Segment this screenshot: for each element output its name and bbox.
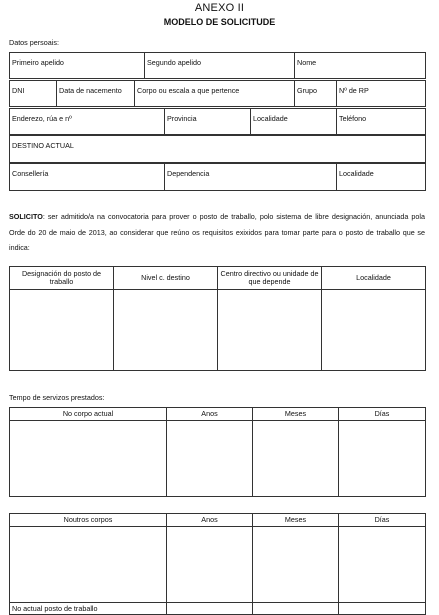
- post-col-locality: Localidade: [322, 267, 426, 290]
- field-current-locality[interactable]: Localidade: [337, 164, 426, 191]
- field-province[interactable]: Provincia: [165, 109, 251, 135]
- service2-col-corps: Noutros corpos: [10, 514, 167, 527]
- current-post-heading: DESTINO ACTUAL: [10, 136, 426, 163]
- service2-col-days: Días: [339, 514, 426, 527]
- post-col-center: Centro directivo ou unidade de que depende: [218, 267, 322, 290]
- field-second-surname[interactable]: Segundo apelido: [145, 53, 295, 79]
- service1-cell-months[interactable]: [253, 421, 339, 497]
- request-lead: SOLICITO: [9, 212, 43, 221]
- field-corps[interactable]: Corpo ou escala a que pertence: [135, 81, 295, 107]
- service2-cell-corps[interactable]: [10, 527, 167, 603]
- service1-col-corps: No corpo actual: [10, 408, 167, 421]
- request-paragraph: [9, 209, 425, 256]
- form-title: MODELO DE SOLICITUDE: [163, 17, 276, 27]
- post-col-level: Nivel c. destino: [114, 267, 218, 290]
- service1-col-months: Meses: [253, 408, 339, 421]
- personal-row-id: [9, 80, 426, 107]
- service2-col-months: Meses: [253, 514, 339, 527]
- service-time-label: Tempo de servizos prestados:: [9, 393, 105, 402]
- service1-col-years: Anos: [167, 408, 253, 421]
- post-cell-locality[interactable]: [322, 290, 426, 371]
- field-name[interactable]: Nome: [295, 53, 426, 79]
- personal-row-destino: [9, 135, 426, 163]
- field-first-surname[interactable]: Primeiro apelido: [10, 53, 145, 79]
- service1-col-days: Días: [339, 408, 426, 421]
- service3-cell-months[interactable]: [253, 603, 339, 615]
- field-locality[interactable]: Localidade: [251, 109, 337, 135]
- personal-data-label: Datos persoais:: [9, 38, 59, 47]
- personal-row-names: [9, 52, 426, 79]
- field-address[interactable]: Enderezo, rúa e nº: [10, 109, 165, 135]
- service1-cell-days[interactable]: [339, 421, 426, 497]
- service2-cell-days[interactable]: [339, 527, 426, 603]
- field-dni[interactable]: DNI: [10, 81, 57, 107]
- annex-heading: ANEXO II: [194, 2, 245, 14]
- service3-cell-years[interactable]: [167, 603, 253, 615]
- current-post-time-label: No actual posto de traballo: [10, 603, 167, 615]
- service2-col-years: Anos: [167, 514, 253, 527]
- service1-cell-corps[interactable]: [10, 421, 167, 497]
- post-table: [9, 266, 426, 371]
- post-cell-level[interactable]: [114, 290, 218, 371]
- service-table-current: [9, 407, 426, 497]
- post-col-designation: Designación do posto de traballo: [10, 267, 114, 290]
- field-dependency[interactable]: Dependencia: [165, 164, 337, 191]
- post-cell-center[interactable]: [218, 290, 322, 371]
- service-table-other: [9, 513, 426, 615]
- service3-cell-days[interactable]: [339, 603, 426, 615]
- personal-row-department: [9, 163, 426, 191]
- post-cell-designation[interactable]: [10, 290, 114, 371]
- request-text: : ser admitido/a na convocatoria para prover o posto de traballo, polo sistema de libre designación, anunciada pola Orde do 20 de maio de 2013, ao considerar que reúno os requisitos exixidos para tomar parte para o posto de traballo que se indica:: [9, 212, 425, 252]
- field-phone[interactable]: Teléfono: [337, 109, 426, 135]
- field-rp-number[interactable]: Nº de RP: [337, 81, 426, 107]
- field-group[interactable]: Grupo: [295, 81, 337, 107]
- service2-cell-years[interactable]: [167, 527, 253, 603]
- personal-row-address: [9, 108, 426, 135]
- field-department[interactable]: Consellería: [10, 164, 165, 191]
- field-birth-date[interactable]: Data de nacemento: [57, 81, 135, 107]
- service2-cell-months[interactable]: [253, 527, 339, 603]
- service1-cell-years[interactable]: [167, 421, 253, 497]
